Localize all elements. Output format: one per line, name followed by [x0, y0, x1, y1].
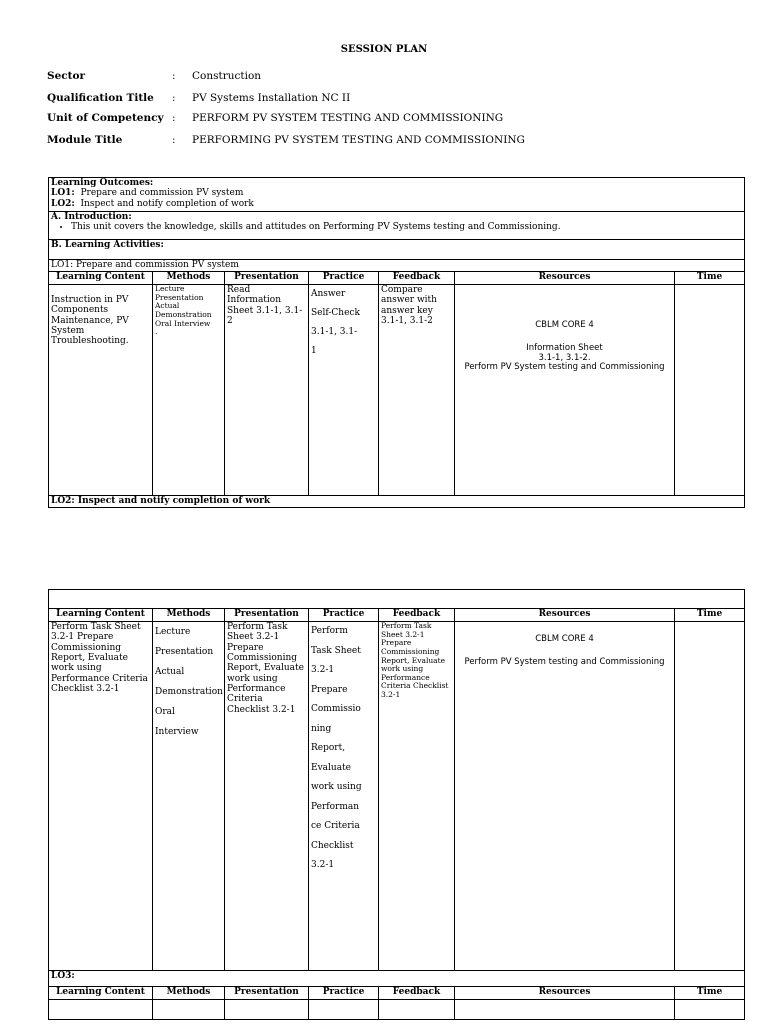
table-row — [49, 622, 745, 971]
practice-line: Report, — [311, 743, 346, 753]
col-presentation: Presentation — [225, 987, 309, 1000]
col-learning-content: Learning Content — [49, 272, 153, 285]
col-methods: Methods — [153, 272, 225, 285]
feedback-cell: Perform Task Sheet 3.2-1 Prepare Commissioning Report, Evaluate work using Performance Criteria Checklist 3.2-1 — [379, 622, 455, 971]
introduction-text: • This unit covers the knowledge, skills and attitudes on Performing PV Systems testing and Commissioning. — [71, 222, 742, 232]
practice-line: Commissio — [311, 704, 361, 714]
table-row — [49, 1000, 745, 1020]
col-feedback: Feedback — [379, 987, 455, 1000]
col-resources: Resources — [455, 987, 675, 1000]
introduction-cell — [49, 212, 745, 240]
practice-line: Evaluate — [311, 762, 352, 773]
learning-content-cell: Perform Task Sheet 3.2-1 Prepare Commissioning Report, Evaluate work using Performance Criteria Checklist 3.2-1 — [49, 622, 153, 971]
header-value: PERFORM PV SYSTEM TESTING AND COMMISSIONING — [192, 112, 504, 124]
method-item: . — [155, 327, 158, 337]
resource-item: CBLM CORE 4 — [535, 320, 594, 330]
col-methods: Methods — [153, 609, 225, 622]
header-colon: : — [172, 70, 176, 82]
practice-line: Task Sheet — [311, 645, 361, 656]
col-time: Time — [675, 272, 745, 285]
column-header-row — [49, 272, 745, 285]
learning-outcomes-heading: Learning Outcomes: — [51, 178, 154, 188]
resources-cell — [455, 622, 675, 971]
practice-line: 3.2-1 — [311, 860, 335, 870]
practice-line: ning — [311, 723, 332, 734]
lo2-label: LO2: — [51, 198, 75, 209]
method-item: Interview — [155, 727, 199, 737]
lo2-line — [51, 199, 742, 209]
lo1-line — [51, 188, 742, 198]
practice-line: Prepare — [311, 684, 348, 695]
method-item: Lecture — [155, 627, 191, 637]
blank-row — [49, 590, 745, 609]
header-key: Module Title — [47, 134, 123, 146]
document-title: SESSION PLAN — [340, 44, 428, 55]
header-key: Sector — [47, 70, 86, 82]
learning-outcomes-cell — [49, 178, 745, 212]
practice-line: Checklist — [311, 840, 354, 851]
time-cell — [675, 622, 745, 971]
col-learning-content: Learning Content — [49, 609, 153, 622]
practice-line: Self-Check — [311, 308, 360, 318]
practice-line: Answer — [311, 289, 346, 299]
resource-item: Perform PV System testing and Commissioning — [464, 362, 665, 373]
introduction-row — [49, 212, 745, 240]
header-key: Qualification Title — [47, 92, 154, 104]
col-learning-content: Learning Content — [49, 987, 153, 1000]
column-header-row — [49, 609, 745, 622]
resource-item: CBLM CORE 4 — [535, 634, 594, 644]
lo2-row — [49, 496, 745, 508]
lo1-row — [49, 260, 745, 272]
practice-line: 1 — [311, 346, 317, 356]
session-table-lo1 — [48, 177, 745, 508]
learning-content-cell: Instruction in PV Components Maintenance, PV System Troubleshooting. — [49, 285, 153, 496]
header-value: PERFORMING PV SYSTEM TESTING AND COMMISSIONING — [192, 134, 525, 146]
practice-line: work using — [311, 782, 362, 792]
resource-item: Perform PV System testing and Commissioning — [464, 656, 665, 667]
learning-outcomes-row — [49, 178, 745, 212]
header-colon: : — [172, 92, 176, 104]
header-value: Construction — [192, 70, 262, 82]
header-value: PV Systems Installation NC II — [192, 92, 351, 104]
header-key: Unit of Competency — [47, 112, 164, 124]
lo2-text: Inspect and notify completion of work — [80, 198, 254, 209]
col-feedback: Feedback — [379, 609, 455, 622]
learning-activities-row — [49, 240, 745, 260]
table-row — [49, 285, 745, 496]
lo1-text: Prepare and commission PV system — [80, 188, 244, 199]
presentation-cell: Read Information Sheet 3.1-1, 3.1-2 — [225, 285, 309, 496]
col-practice: Practice — [309, 987, 379, 1000]
presentation-cell: Perform Task Sheet 3.2-1 Prepare Commissioning Report, Evaluate work using Performance Criteria Checklist 3.2-1 — [225, 622, 309, 971]
method-item: Lecture — [155, 284, 185, 293]
col-presentation: Presentation — [225, 272, 309, 285]
resource-item: 3.1-1, 3.1-2. — [538, 352, 591, 363]
practice-line: 3.1-1, 3.1- — [311, 327, 358, 337]
resources-cell — [455, 285, 675, 496]
lo1-row-text: LO1: Prepare and commission PV system — [49, 260, 745, 272]
practice-cell — [309, 622, 379, 971]
method-item: Presentation — [155, 292, 204, 302]
method-item: Actual — [155, 667, 185, 677]
learning-activities-heading: B. Learning Activities: — [49, 240, 745, 260]
lo3-label: LO3: — [49, 971, 745, 987]
header-colon: : — [172, 134, 176, 146]
col-resources: Resources — [455, 609, 675, 622]
lo2-row-text: LO2: Inspect and notify completion of work — [49, 496, 745, 508]
lo1-label: LO1: — [51, 188, 75, 199]
col-time: Time — [675, 987, 745, 1000]
lo3-row — [49, 971, 745, 987]
col-methods: Methods — [153, 987, 225, 1000]
method-item: Demonstration — [155, 687, 223, 697]
col-feedback: Feedback — [379, 272, 455, 285]
method-item: Oral Interview — [155, 318, 211, 328]
column-header-row — [49, 987, 745, 1000]
col-resources: Resources — [455, 272, 675, 285]
practice-line: ce Criteria — [311, 821, 360, 831]
methods-cell — [153, 622, 225, 971]
col-practice: Practice — [309, 609, 379, 622]
method-item: Oral — [155, 707, 175, 717]
practice-line: 3.2-1 — [311, 665, 335, 675]
practice-line: Performan — [311, 801, 360, 812]
feedback-cell: Compare answer with answer key 3.1-1, 3.1-2 — [379, 285, 455, 496]
col-practice: Practice — [309, 272, 379, 285]
session-table-lo2 — [48, 589, 745, 1020]
introduction-heading: A. Introduction: — [51, 212, 132, 222]
method-item: Actual Demonstration — [155, 301, 212, 319]
header-colon: : — [172, 112, 176, 124]
time-cell — [675, 285, 745, 496]
methods-cell — [153, 285, 225, 496]
col-presentation: Presentation — [225, 609, 309, 622]
practice-cell — [309, 285, 379, 496]
practice-line: Perform — [311, 626, 348, 636]
col-time: Time — [675, 609, 745, 622]
method-item: Presentation — [155, 647, 214, 657]
resource-item: Information Sheet — [526, 342, 603, 353]
